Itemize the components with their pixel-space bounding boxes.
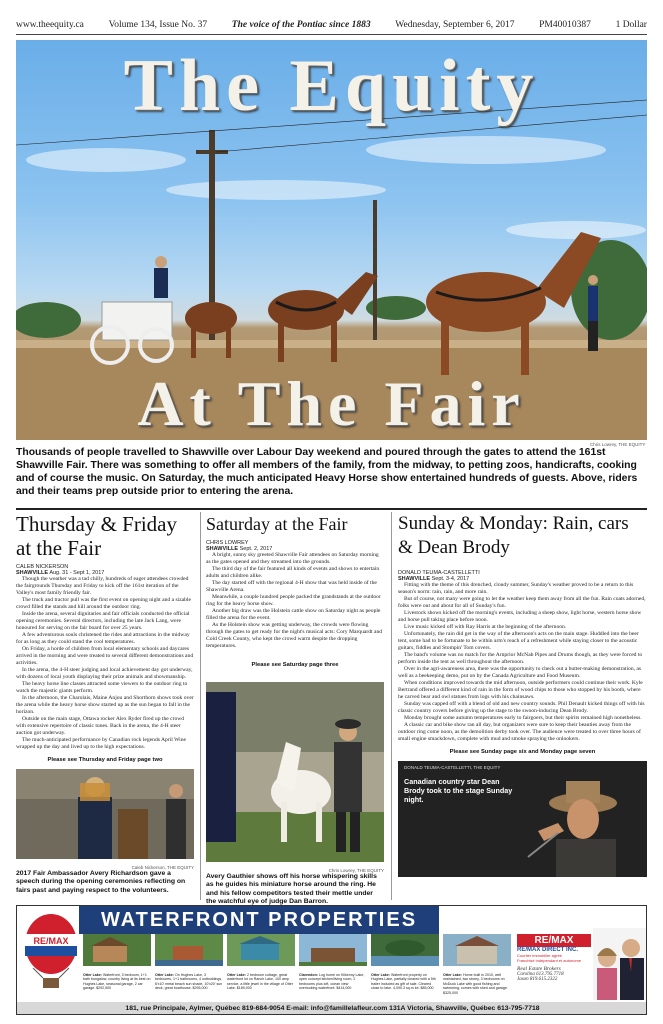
ambassador-photo: [16, 769, 194, 859]
agents-photo: [593, 928, 647, 1000]
remax-logo: RE/MAX: [517, 934, 591, 947]
article-saturday: [206, 512, 384, 907]
ad-footer-contact[interactable]: 181, rue Principale, Aylmer, Québec 819-684-9054 E-mail: info@famillelafleur.com 131A Victoria, Shawville, Québec 613-795-7718: [17, 1002, 647, 1014]
photo-caption: 2017 Fair Ambassador Avery Richardson gave a speech during the opening ceremonies reflecting on fairs past and paying respect to the volunteers.: [16, 870, 186, 894]
dean-brody-photo: [398, 761, 647, 877]
byline: DONALD TEUMA-CASTELLETTI: [398, 570, 480, 576]
article-thursday-friday: [16, 512, 194, 895]
price: 1 Dollar: [615, 20, 647, 30]
pm-number: PM40010387: [539, 20, 591, 30]
agent-2[interactable]: Jason 819.615.2322: [517, 977, 558, 982]
listing-photo: [227, 934, 295, 966]
article-body: Though the weather was a tad chilly, hundreds of eager attendees crowded the fairgrounds Thursday and Friday to kick off the 161st iteration of the Valley's most family friendly fair. The truck and tractor pull was the first event on opening night and a sizable crowd filled the stands and hill around the outdoor ring. Inside the arena, several dignitaries and fair officials conducted the official opening ceremonies. Several directors, including the late Jack Lang, were honoured for serving on the fair board for over 25 years. A few adventurous souls christened the rides and attractions in the midway for as long as they could stand the cool temperatures. On Friday, a horde of children from local elementary schools and daycares arrived in the morning and were treated to several different demonstrations and activities. In the arena, the 4-H steer judging and local achievement day got underway, with dozens of local youth displaying their prize animals and showmanship. The heavy horse line classes attracted some viewers to the outdoor ring to watch the majestic giants perform. In the afternoon, the Charolais, Maine Anjou and Shorthorn shows took over the arena while the heavy horse show started up as the sun began to fall in the horizon. Outside on the main stage, Ottawa rocker Alex Ryder fired up the crowd with extensive repertoire of classic tunes. Back in the arena, the 4-H steer auction got underway. The much-anticipated performance by Canadian rock legends April Wine wrapped up the day and lived up to the high expectations.: [16, 576, 194, 750]
website-url[interactable]: www.theequity.ca: [16, 20, 84, 30]
see-more-link[interactable]: Please see Thursday and Friday page two: [47, 757, 163, 763]
agents-heading: Real Estate Brokers: [517, 966, 561, 972]
dateline: SHAWVILLE Aug. 31 - Sept 1, 2017: [16, 570, 105, 576]
article-body: Fitting with the theme of this drenched, cloudy summer, Sunday's weather proved to be a return to this season's norm: rain, rain, and more rain. But of course, not many were going to let the weather keep them away from all the fun. Rain coats adorned, folks were out and about for all of Sunday's fun. Livestock shows kicked off the morning's events, including a sheep show, light horse, western horse show and horse pull taking place before noon. Live music kicked off with Ray Harris at the beginning of the afternoon. Unfortunately, the rain did get in the way of the afternoon's acts on the main stage. Huddled into the beer tent, some had to be fortunate to be within arm's reach of a refreshment while staying closer to the acoustic guitars, fiddles and Stompin' Tom covers. The band's volume was no match for the Arnprior McNab Pipes and Drums though, as they were forced to perform inside the tent as well throughout the afternoon. Over in the agri-awareness area, there was the opportunity to check out a butter-making demonstration, as well as a beekeeping demo, put on by the Canada Agriculture and Food Museum. When conditions improved towards the mid afternoon, outside performers could continue their work. Kyle Bertrand offered a different kind of rain in the form of wood chips to those who stopped by his booth, where he carved bear and owl statues from logs with his chainsaws. Sunday was capped off with a blend of old and new country sounds. Phil Denault kicked things off with his classic country covers before giving up the stage to the swoon-inducing Dean Brody. Monday brought some autumn temperatures early to fairgoers, but their spirits remained high nonetheless. A classic car and bike show ran all day, but organizers were sure to keep their beauties away from the outdoor ring come noon, as the demolition derby took over. The audience were treated to over three hours of small engine smackdown, complete with mud and smoke spraying the onlookers.: [398, 582, 646, 742]
article-headline[interactable]: Sunday & Monday: Rain, cars & Dean Brody: [398, 513, 629, 558]
feature-title: At The Fair: [137, 368, 526, 439]
listing-photo: [371, 934, 439, 966]
article-body: A bright, sunny sky greeted Shawville Fair attendees on Saturday morning as the gates opened and they streamed into the grounds. The third day of the fair featured all kinds of events and shows to entertain adults and children alike. The day started off with the regional 4-H show that was held inside of the Shawville Arena. Meanwhile, a couple hundred people packed the grandstands at the outdoor ring for the heavy horse show. Another big draw was the Holstein cattle show on Saturday night as people filled the arena for the event. As the Holstein show was getting underway, the crowds were flowing through the gates to get ready for the night's musical acts: Cory Marquardt and Cold Creek County, who kept the crowd warm despite the dropping temperatures.: [206, 552, 383, 649]
listing-card[interactable]: Otter Lake: 2 bedroom cottage, great waterfront lot on Ranch Lake, 100 amp service, a little jewel in the village of Otter Lake. $189,000: [227, 934, 295, 1004]
listing-card[interactable]: Otter Lake: Home built in 2010, well maintained, two storey, 3 bedrooms on McDuck Lake with good fishing and swimming, comes with shed and garage. $325,000: [443, 934, 511, 1004]
agency-box: [517, 934, 591, 1002]
listing-card[interactable]: Clarendon: Log home on Kilkenny Lake, open concept kitchen/living room, 2 bedrooms plus loft, ocean view overlooking waterfront. $414,000: [299, 934, 367, 1004]
issue-date: Wednesday, September 6, 2017: [395, 20, 515, 30]
waterfront-properties-ad[interactable]: [16, 905, 647, 1015]
ad-banner: WATERFRONT PROPERTIES: [79, 906, 439, 934]
agent-1[interactable]: Carolina 613.795.7718: [517, 972, 564, 977]
masthead-bar: [16, 18, 647, 32]
listing-photo: [155, 934, 223, 966]
see-more-link[interactable]: Please see Sunday page six and Monday page seven: [449, 749, 596, 755]
agency-name: RE/MAX DIRECT INC.: [517, 947, 579, 953]
dateline: SHAWVILLE Sept. 2, 2017: [206, 546, 273, 552]
byline: CALEB NICKERSON: [16, 564, 69, 570]
article-headline[interactable]: Saturday at the Fair: [206, 514, 348, 534]
remax-balloon-text: RE/MAX: [33, 936, 69, 946]
hero-photo-credit: Chris Lowrey, THE EQUITY: [590, 442, 646, 447]
listing-photo: [443, 934, 511, 966]
listing-card[interactable]: Otter Lake: Waterfront, 3 bedroom, 1+1 bath bungalow, country living at its best on Hughes Lake, seasonal garage, 2 car garage. $292,500: [83, 934, 151, 1004]
column-divider: [391, 512, 392, 900]
column-divider: [200, 512, 201, 900]
byline: CHRIS LOWREY: [206, 540, 249, 546]
listing-photo: [83, 934, 151, 966]
masthead-tagline: The voice of the Pontiac since 1883: [231, 20, 371, 30]
listing-photo: [299, 934, 367, 966]
photo-caption: Avery Gauthier shows off his horse whispering skills as he guides his miniature horse around the ring. He and his fellow competitors tested their mettle under the watchful eye of judge Dan Barron.: [206, 873, 377, 906]
masthead-rule: [16, 34, 647, 35]
lede-rule: [16, 508, 647, 510]
agency-sub: Courtier immobilier agréé: [517, 953, 562, 958]
article-headline[interactable]: Thursday & Friday at the Fair: [16, 512, 177, 560]
listing-card[interactable]: Otter Lake: Waterfront property on Hughes Lake, partially cleared with a 5th trailer included as gift of sale. Cleared close to lake. 4,090.3 sq.m lot. $85,000: [371, 934, 439, 1004]
hero-photo: [16, 40, 647, 440]
lede-paragraph: Thousands of people travelled to Shawville over Labour Day weekend and poured through the gates to attend the 161st Shawville Fair. There was something to offer all members of the family, from the midway, to petting zoos, handicrafts, cooking and of course the music. On Saturday, the much anticipated Heavy Horse show entertained hundreds of guests. Above, riders and their teams prep outside prior to entering the arena.: [16, 447, 638, 497]
photo-overlay-caption: Canadian country star Dean Brody took to the stage Sunday night.: [404, 777, 513, 804]
dateline: SHAWVILLE Sept. 3-4, 2017: [398, 576, 470, 582]
agency-sub2: Franchisé indépendant et autonome: [517, 958, 582, 963]
photo-credit: Chris Lowrey, THE EQUITY: [328, 868, 384, 873]
miniature-horse-photo: [206, 682, 384, 862]
volume-issue: Volume 134, Issue No. 37: [108, 20, 208, 30]
see-more-link[interactable]: Please see Saturday page three: [251, 662, 339, 668]
listing-card[interactable]: Otter Lake: On Hughes Lake, 3 bedrooms, 1+1 bathrooms, 4 outbuildings, 6'x10' metal beach sun shade, 10'x20' sun deck, great boathouse. $295,000: [155, 934, 223, 1004]
remax-balloon-icon: [21, 912, 81, 998]
masthead-title: The Equity: [123, 45, 540, 127]
photo-credit: Caleb Nickerson, THE EQUITY: [131, 865, 194, 870]
article-sunday-monday: [398, 512, 647, 877]
photo-credit: DONALD TEUMA-CASTELLETTI, THE EQUITY: [404, 765, 501, 770]
